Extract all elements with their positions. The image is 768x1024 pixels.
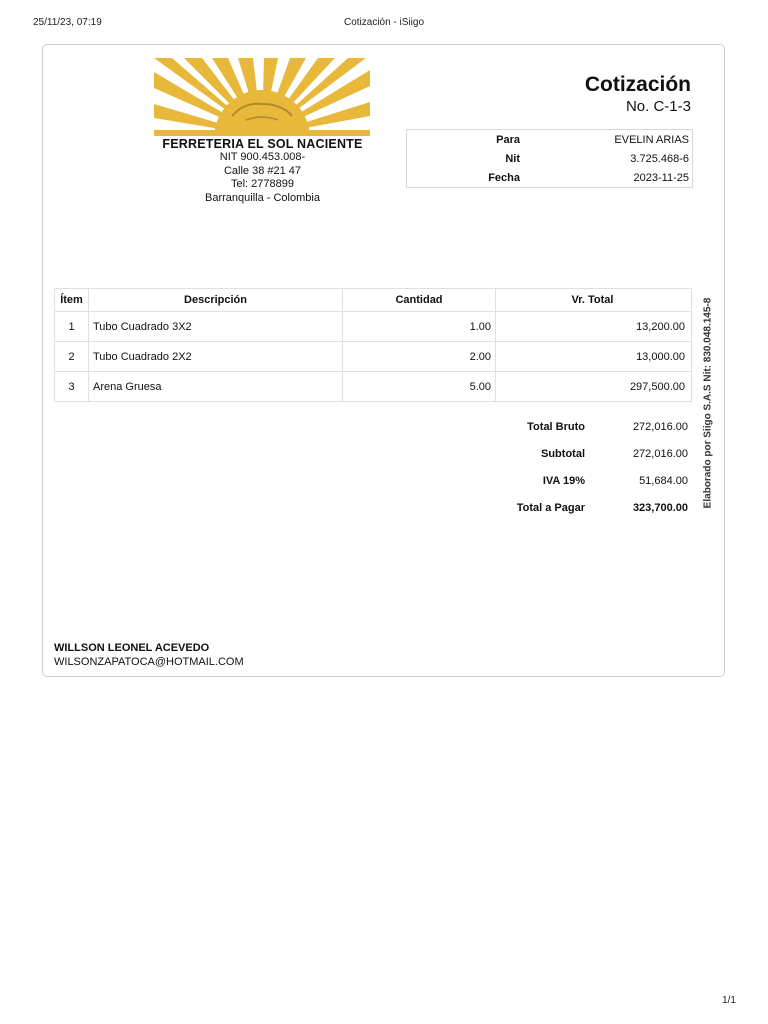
company-nit: NIT 900.453.008- — [219, 151, 306, 163]
print-title: Cotización - iSiigo — [343, 17, 425, 28]
company-phone: Tel: 2778899 — [231, 178, 294, 190]
company-city: Barranquilla - Colombia — [205, 191, 320, 204]
totals-value: 272,016.00 — [632, 421, 688, 433]
company-name: FERRETERIA EL SOL NACIENTE — [162, 137, 363, 151]
cell-item: 2 — [55, 342, 89, 372]
meta-value: 3.725.468-6 — [630, 152, 689, 165]
totals-row — [503, 467, 693, 494]
header-quantity: Cantidad — [343, 289, 496, 312]
meta-row — [407, 168, 693, 188]
meta-label: Nit — [505, 152, 520, 165]
totals-label: Total a Pagar — [516, 502, 585, 514]
company-info — [145, 137, 380, 205]
meta-row — [407, 149, 693, 168]
signer-block — [54, 641, 244, 669]
table-row — [55, 372, 692, 402]
table-row — [55, 312, 692, 342]
company-address: Calle 38 #21 47 — [223, 164, 302, 177]
document-number: No. C-1-3 — [625, 98, 691, 115]
cell-description: Arena Gruesa — [89, 372, 343, 402]
totals-label: IVA 19% — [542, 475, 585, 487]
signer-name: WILLSON LEONEL ACEVEDO — [54, 642, 210, 654]
totals-row — [503, 440, 693, 467]
quote-sheet — [42, 44, 725, 677]
totals-label: Total Bruto — [527, 421, 585, 433]
table-header-row — [55, 289, 692, 312]
totals-block — [503, 413, 693, 521]
document-title: Cotización — [584, 73, 691, 96]
cell-item: 3 — [55, 372, 89, 402]
recipient-table — [406, 129, 693, 188]
items-table — [54, 288, 692, 402]
meta-row — [407, 130, 693, 150]
print-date: 25/11/23, 07:19 — [33, 17, 102, 28]
vertical-footnote: Elaborado por Siigo S.A.S Nit: 830.048.145-8 — [702, 297, 714, 509]
cell-quantity: 5.00 — [343, 372, 496, 402]
header-total: Vr. Total — [496, 289, 692, 312]
sun-logo-icon — [154, 58, 370, 136]
cell-total: 297,500.00 — [496, 372, 692, 402]
totals-value: 51,684.00 — [639, 475, 688, 487]
table-row — [55, 342, 692, 372]
page-number: 1/1 — [722, 995, 736, 1006]
grand-total-row — [503, 494, 693, 521]
cell-quantity: 1.00 — [343, 312, 496, 342]
header-item: Ítem — [55, 289, 89, 312]
cell-description: Tubo Cuadrado 2X2 — [89, 342, 343, 372]
cell-item: 1 — [55, 312, 89, 342]
totals-label: Subtotal — [541, 448, 585, 460]
cell-description: Tubo Cuadrado 3X2 — [89, 312, 343, 342]
meta-value: EVELIN ARIAS — [614, 133, 689, 146]
grand-total-value: 323,700.00 — [632, 502, 688, 514]
meta-label: Fecha — [488, 171, 520, 184]
cell-quantity: 2.00 — [343, 342, 496, 372]
signer-email: WILSONZAPATOCA@HOTMAIL.COM — [54, 656, 244, 668]
totals-value: 272,016.00 — [632, 448, 688, 460]
header-description: Descripción — [89, 289, 343, 312]
totals-row — [503, 413, 693, 440]
cell-total: 13,000.00 — [496, 342, 692, 372]
meta-value: 2023-11-25 — [633, 171, 689, 184]
cell-total: 13,200.00 — [496, 312, 692, 342]
meta-label: Para — [496, 133, 520, 146]
